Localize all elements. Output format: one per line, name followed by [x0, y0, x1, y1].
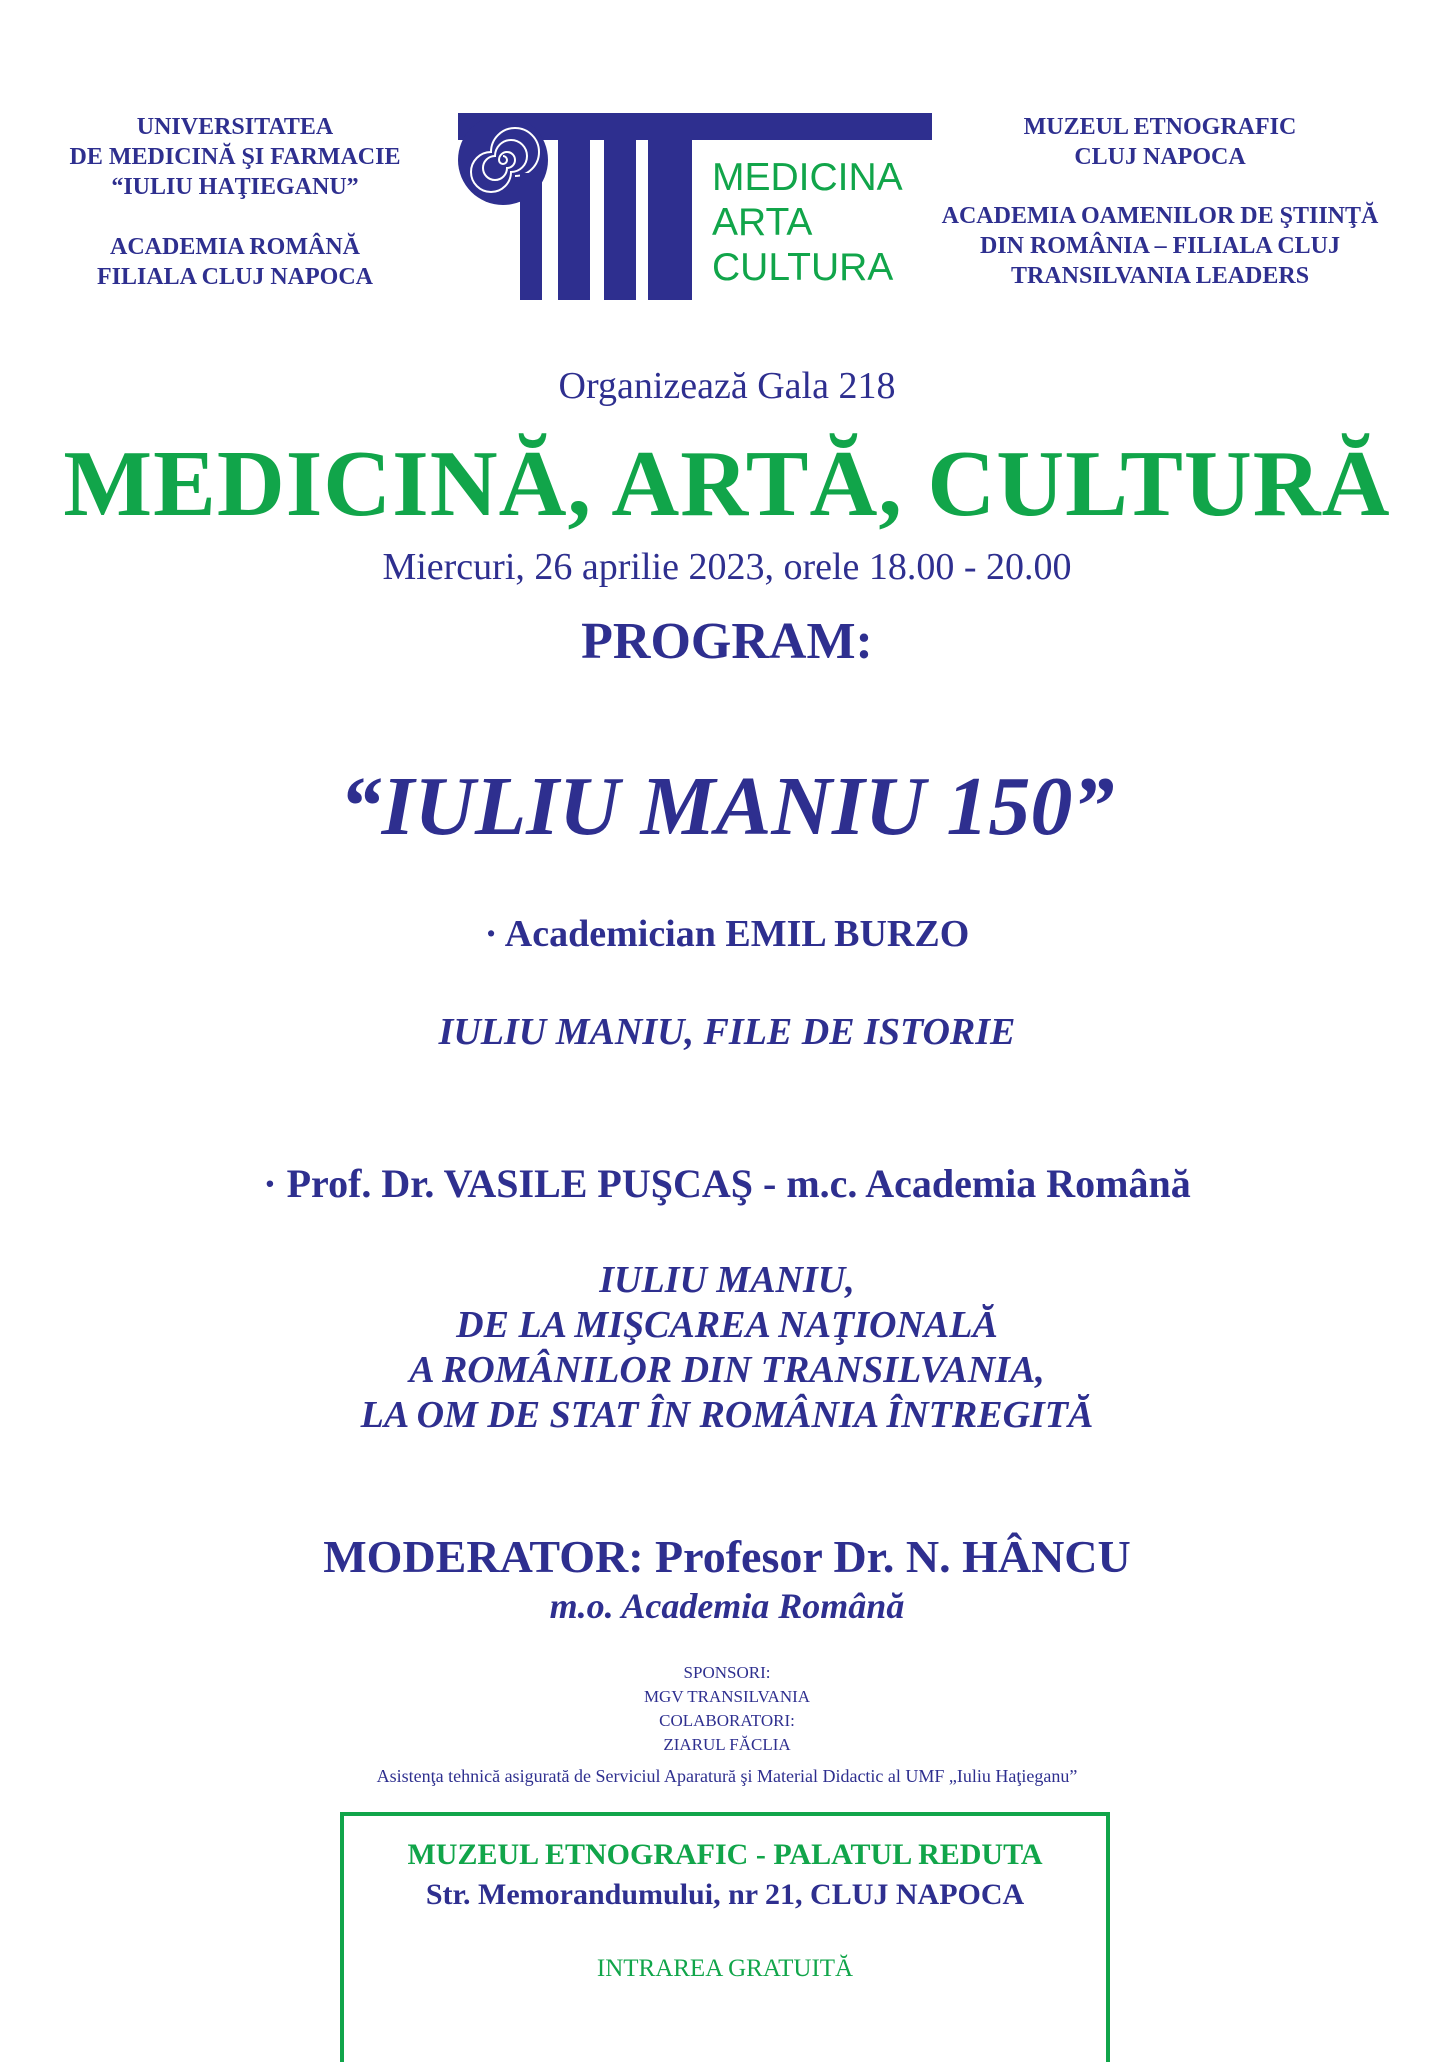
event-title: “IULIU MANIU 150” [339, 760, 1115, 853]
collaborator-name: ZIARUL FĂCLIA [663, 1735, 791, 1754]
program-heading: PROGRAM: [581, 613, 873, 670]
collaborators-label: COLABORATORI: [659, 1711, 795, 1730]
intro-text: Organizează Gala 218 [558, 365, 896, 407]
left-org-line: ACADEMIA ROMÂNĂ [110, 234, 360, 260]
talk-title: IULIU MANIU, FILE DE ISTORIE [438, 1011, 1016, 1053]
speaker-name: · Academician EMIL BURZO [484, 913, 970, 955]
logo-text-line: ARTA [712, 201, 813, 244]
left-organizers [30, 112, 440, 292]
right-org-line: CLUJ NAPOCA [1074, 144, 1246, 170]
venue-name: MUZEUL ETNOGRAFIC - PALATUL REDUTA [407, 1838, 1043, 1871]
sponsors-label: SPONSORI: [683, 1663, 771, 1682]
right-org-line: MUZEUL ETNOGRAFIC [1023, 114, 1297, 140]
event-date: Miercuri, 26 aprilie 2023, orele 18.00 - 20.00 [382, 546, 1072, 588]
left-org-line: UNIVERSITATEA [136, 114, 334, 140]
left-org-line: “IULIU HAŢIEGANU” [111, 174, 359, 200]
free-entry: INTRAREA GRATUITĂ [596, 1955, 854, 1982]
talk-title-line: IULIU MANIU, [599, 1259, 855, 1301]
talk-title-line: A ROMÂNILOR DIN TRANSILVANIA, [409, 1349, 1045, 1391]
speaker-name: · Prof. Dr. VASILE PUŞCAŞ - m.c. Academia Română [263, 1161, 1191, 1206]
logo-text-line: MEDICINA [712, 156, 903, 199]
credits [0, 1661, 1454, 1757]
left-org-line: FILIALA CLUJ NAPOCA [96, 264, 374, 290]
logo-text-line: CULTURA [712, 246, 894, 289]
talk-title-line: DE LA MIŞCAREA NAŢIONALĂ [456, 1304, 998, 1346]
technical-assistance: Asistenţa tehnică asigurată de Serviciul Aparatură şi Material Didactic al UMF „Iuliu Haţieganu” [376, 1766, 1078, 1786]
moderator-affiliation: m.o. Academia Română [549, 1586, 905, 1626]
talk-title [0, 1258, 1454, 1438]
right-org-line: TRANSILVANIA LEADERS [1010, 263, 1310, 289]
talk-title-line: LA OM DE STAT ÎN ROMÂNIA ÎNTREGITĂ [360, 1394, 1094, 1436]
moderator: MODERATOR: Profesor Dr. N. HÂNCU [323, 1531, 1131, 1582]
logo-wordmark [712, 155, 903, 290]
gala-title: MEDICINĂ, ARTĂ, CULTURĂ [63, 432, 1391, 536]
right-org-line: DIN ROMÂNIA – FILIALA CLUJ [979, 233, 1341, 259]
right-organizers [910, 112, 1410, 291]
left-org-line: DE MEDICINĂ ŞI FARMACIE [69, 144, 401, 170]
right-org-line: ACADEMIA OAMENILOR DE ŞTIINŢĂ [941, 203, 1379, 229]
sponsor-name: MGV TRANSILVANIA [643, 1687, 811, 1706]
venue-address: Str. Memorandumului, nr 21, CLUJ NAPOCA [425, 1878, 1025, 1911]
